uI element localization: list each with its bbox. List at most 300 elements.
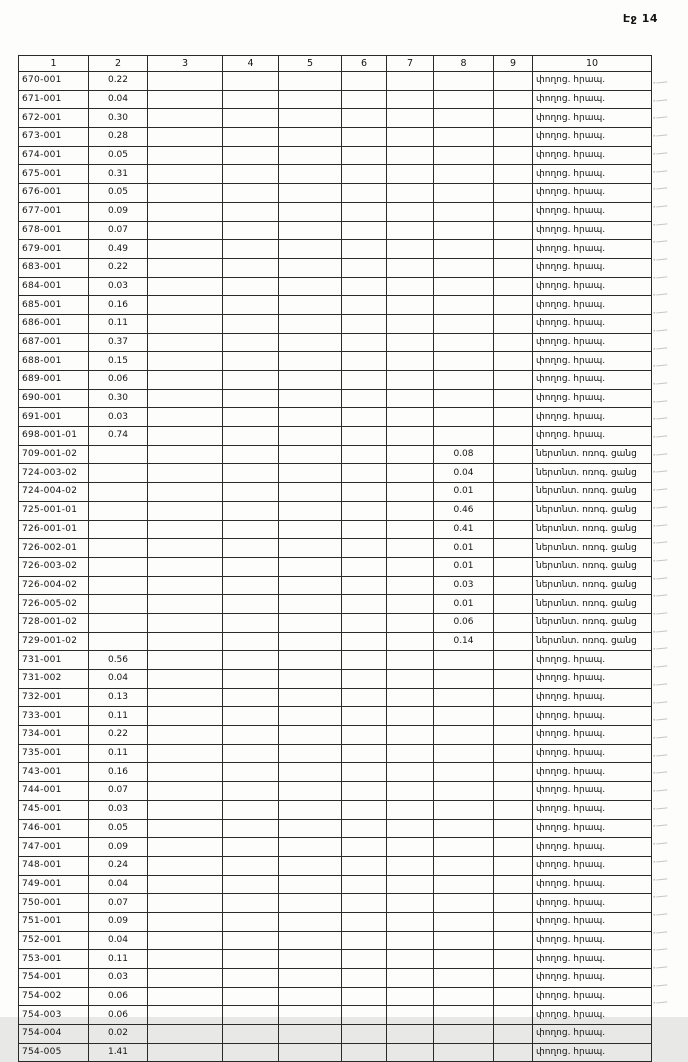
margin-annotation-mark	[656, 943, 668, 951]
cell-empty-col7	[387, 539, 434, 558]
cell-empty-col4	[223, 483, 279, 502]
cell-empty-col5	[279, 296, 342, 315]
cell-code: 729-001-02	[19, 632, 89, 651]
cell-empty-col7	[387, 1043, 434, 1062]
cell-value-col8	[434, 950, 494, 969]
cell-empty-col5	[279, 595, 342, 614]
cell-empty-col7	[387, 184, 434, 203]
page-number: Էջ 14	[622, 12, 658, 25]
table-row	[19, 333, 652, 352]
cell-empty-col4	[223, 408, 279, 427]
cell-empty-col5	[279, 202, 342, 221]
cell-value-col8	[434, 651, 494, 670]
cell-description: փողոց. հրապ.	[533, 875, 652, 894]
table-row	[19, 838, 652, 857]
cell-empty-col4	[223, 613, 279, 632]
column-header: 6	[342, 56, 387, 72]
cell-empty-col9	[494, 1006, 533, 1025]
table-row	[19, 707, 652, 726]
cell-empty-col9	[494, 240, 533, 259]
table-row	[19, 557, 652, 576]
cell-description: փողոց. հրապ.	[533, 240, 652, 259]
column-header: 1	[19, 56, 89, 72]
cell-empty-col6	[342, 389, 387, 408]
margin-annotation-mark	[656, 553, 668, 561]
cell-empty-col5	[279, 987, 342, 1006]
cell-value-col2: 0.07	[89, 221, 148, 240]
cell-empty-col4	[223, 146, 279, 165]
cell-empty-col6	[342, 184, 387, 203]
cell-empty-col4	[223, 744, 279, 763]
cell-empty-col9	[494, 202, 533, 221]
cell-empty-col6	[342, 371, 387, 390]
cell-empty-col4	[223, 520, 279, 539]
cell-code: 726-003-02	[19, 557, 89, 576]
cell-empty-col7	[387, 912, 434, 931]
cell-empty-col4	[223, 987, 279, 1006]
cell-empty-col7	[387, 950, 434, 969]
margin-annotation-mark	[656, 642, 668, 650]
cell-empty-col3	[148, 670, 223, 689]
cell-code: 754-003	[19, 1006, 89, 1025]
cell-empty-col6	[342, 557, 387, 576]
cell-empty-col4	[223, 352, 279, 371]
cell-empty-col5	[279, 371, 342, 390]
table-row	[19, 969, 652, 988]
cell-code: 683-001	[19, 258, 89, 277]
cell-description: փողոց. հրապ.	[533, 1025, 652, 1044]
cell-empty-col4	[223, 389, 279, 408]
cell-empty-col9	[494, 576, 533, 595]
cell-value-col8: 0.04	[434, 464, 494, 483]
cell-empty-col6	[342, 613, 387, 632]
cell-empty-col6	[342, 726, 387, 745]
cell-code: 690-001	[19, 389, 89, 408]
cell-empty-col5	[279, 782, 342, 801]
margin-annotation-mark	[656, 217, 668, 225]
cell-empty-col3	[148, 726, 223, 745]
table-row	[19, 726, 652, 745]
cell-code: 675-001	[19, 165, 89, 184]
cell-value-col2: 0.30	[89, 109, 148, 128]
margin-annotation-mark	[656, 536, 668, 544]
table-row	[19, 72, 652, 91]
cell-description: ներտնտ. ոռոգ. ցանց	[533, 464, 652, 483]
cell-description: փողոց. հրապ.	[533, 109, 652, 128]
cell-empty-col3	[148, 763, 223, 782]
cell-code: 724-003-02	[19, 464, 89, 483]
cell-value-col2: 0.24	[89, 856, 148, 875]
cell-empty-col5	[279, 72, 342, 91]
cell-value-col2	[89, 595, 148, 614]
cell-empty-col4	[223, 595, 279, 614]
cell-empty-col4	[223, 688, 279, 707]
cell-value-col2: 0.09	[89, 912, 148, 931]
cell-code: 671-001	[19, 90, 89, 109]
cell-empty-col3	[148, 90, 223, 109]
cell-empty-col7	[387, 501, 434, 520]
cell-description: փողոց. հրապ.	[533, 819, 652, 838]
cell-empty-col5	[279, 539, 342, 558]
cell-value-col2	[89, 632, 148, 651]
cell-empty-col3	[148, 109, 223, 128]
table-row	[19, 371, 652, 390]
cell-value-col8: 0.03	[434, 576, 494, 595]
cell-empty-col7	[387, 202, 434, 221]
cell-empty-col4	[223, 576, 279, 595]
cell-value-col2: 0.15	[89, 352, 148, 371]
cell-empty-col7	[387, 165, 434, 184]
cell-value-col8	[434, 782, 494, 801]
cell-description: ներտնտ. ոռոգ. ցանց	[533, 501, 652, 520]
cell-empty-col5	[279, 146, 342, 165]
cell-empty-col7	[387, 782, 434, 801]
cell-description: փողոց. հրապ.	[533, 371, 652, 390]
cell-value-col2	[89, 557, 148, 576]
cell-empty-col5	[279, 707, 342, 726]
cell-empty-col4	[223, 763, 279, 782]
cell-empty-col3	[148, 557, 223, 576]
column-header: 7	[387, 56, 434, 72]
cell-empty-col3	[148, 464, 223, 483]
cell-empty-col7	[387, 632, 434, 651]
cell-value-col2: 0.11	[89, 744, 148, 763]
cell-empty-col3	[148, 782, 223, 801]
cell-empty-col9	[494, 501, 533, 520]
cell-value-col8	[434, 1043, 494, 1062]
cell-value-col8	[434, 408, 494, 427]
cell-empty-col6	[342, 314, 387, 333]
cell-empty-col4	[223, 651, 279, 670]
cell-empty-col6	[342, 202, 387, 221]
cell-code: 674-001	[19, 146, 89, 165]
margin-annotation-mark	[656, 960, 668, 968]
cell-code: 725-001-01	[19, 501, 89, 520]
cell-value-col2: 0.03	[89, 800, 148, 819]
cell-empty-col3	[148, 613, 223, 632]
cell-empty-col9	[494, 165, 533, 184]
cell-empty-col6	[342, 1043, 387, 1062]
cell-value-col8	[434, 128, 494, 147]
cell-empty-col3	[148, 875, 223, 894]
table-row	[19, 688, 652, 707]
margin-annotation-mark	[656, 447, 668, 455]
cell-empty-col5	[279, 165, 342, 184]
cell-empty-col9	[494, 969, 533, 988]
cell-empty-col3	[148, 987, 223, 1006]
cell-empty-col3	[148, 950, 223, 969]
cell-empty-col7	[387, 651, 434, 670]
cell-empty-col7	[387, 856, 434, 875]
margin-annotation-mark	[656, 996, 668, 1004]
cell-empty-col6	[342, 1006, 387, 1025]
cell-empty-col6	[342, 838, 387, 857]
cell-empty-col6	[342, 221, 387, 240]
cell-empty-col9	[494, 277, 533, 296]
cell-description: փողոց. հրապ.	[533, 744, 652, 763]
margin-annotation-mark	[656, 235, 668, 243]
cell-description: փողոց. հրապ.	[533, 389, 652, 408]
table-row	[19, 427, 652, 446]
cell-empty-col3	[148, 856, 223, 875]
cell-description: փողոց. հրապ.	[533, 146, 652, 165]
cell-empty-col6	[342, 894, 387, 913]
cell-empty-col7	[387, 707, 434, 726]
cell-code: 754-002	[19, 987, 89, 1006]
table-row	[19, 651, 652, 670]
cell-empty-col7	[387, 90, 434, 109]
table-row	[19, 819, 652, 838]
cell-code: 732-001	[19, 688, 89, 707]
cell-empty-col7	[387, 72, 434, 91]
cell-code: 734-001	[19, 726, 89, 745]
cell-empty-col9	[494, 427, 533, 446]
cell-empty-col9	[494, 819, 533, 838]
cell-description: փողոց. հրապ.	[533, 800, 652, 819]
cell-code: 677-001	[19, 202, 89, 221]
cell-empty-col3	[148, 483, 223, 502]
cell-value-col8	[434, 333, 494, 352]
cell-description: փողոց. հրապ.	[533, 1006, 652, 1025]
cell-empty-col5	[279, 744, 342, 763]
cell-empty-col6	[342, 427, 387, 446]
table-row	[19, 464, 652, 483]
margin-annotation-mark	[656, 907, 668, 915]
cell-empty-col6	[342, 856, 387, 875]
cell-code: 685-001	[19, 296, 89, 315]
cell-empty-col3	[148, 931, 223, 950]
cell-value-col8	[434, 296, 494, 315]
cell-empty-col7	[387, 371, 434, 390]
cell-value-col8	[434, 202, 494, 221]
cell-empty-col3	[148, 800, 223, 819]
cell-code: 731-002	[19, 670, 89, 689]
cell-value-col2: 0.30	[89, 389, 148, 408]
cell-description: փողոց. հրապ.	[533, 352, 652, 371]
cell-value-col8	[434, 1006, 494, 1025]
table-row	[19, 539, 652, 558]
cell-value-col8	[434, 819, 494, 838]
cell-empty-col9	[494, 333, 533, 352]
cell-code: 735-001	[19, 744, 89, 763]
cell-description: փողոց. հրապ.	[533, 763, 652, 782]
cell-value-col8	[434, 277, 494, 296]
table-row	[19, 520, 652, 539]
margin-annotation-mark	[656, 341, 668, 349]
cell-code: 754-005	[19, 1043, 89, 1062]
cell-empty-col5	[279, 912, 342, 931]
cell-value-col2	[89, 613, 148, 632]
margin-annotation-mark	[656, 129, 668, 137]
cell-empty-col9	[494, 856, 533, 875]
margin-annotation-mark	[656, 483, 668, 491]
cell-value-col8	[434, 912, 494, 931]
cell-code: 726-001-01	[19, 520, 89, 539]
table-row	[19, 445, 652, 464]
cell-empty-col9	[494, 184, 533, 203]
table-row	[19, 501, 652, 520]
table-row	[19, 894, 652, 913]
margin-annotation-mark	[656, 412, 668, 420]
cell-empty-col9	[494, 539, 533, 558]
margin-annotation-mark	[656, 146, 668, 154]
cell-empty-col5	[279, 240, 342, 259]
margin-annotation-mark	[656, 660, 668, 668]
cell-empty-col4	[223, 557, 279, 576]
margin-annotation-mark	[656, 571, 668, 579]
cell-description: փողոց. հրապ.	[533, 894, 652, 913]
cell-code: 670-001	[19, 72, 89, 91]
margin-annotation-mark	[656, 589, 668, 597]
cell-value-col2: 0.56	[89, 651, 148, 670]
table-row	[19, 632, 652, 651]
cell-value-col8	[434, 352, 494, 371]
margin-annotation-mark	[656, 890, 668, 898]
cell-empty-col6	[342, 165, 387, 184]
cell-empty-col6	[342, 464, 387, 483]
cell-value-col2: 0.03	[89, 969, 148, 988]
table-row	[19, 1043, 652, 1062]
table-row	[19, 576, 652, 595]
cell-empty-col5	[279, 1025, 342, 1044]
cell-empty-col7	[387, 613, 434, 632]
table-row	[19, 128, 652, 147]
column-header: 3	[148, 56, 223, 72]
cell-description: ներտնտ. ոռոգ. ցանց	[533, 557, 652, 576]
cell-empty-col5	[279, 483, 342, 502]
cell-description: փողոց. հրապ.	[533, 969, 652, 988]
cell-empty-col4	[223, 184, 279, 203]
cell-description: ներտնտ. ոռոգ. ցանց	[533, 520, 652, 539]
cell-empty-col9	[494, 464, 533, 483]
cell-empty-col7	[387, 838, 434, 857]
cell-empty-col4	[223, 726, 279, 745]
cell-code: 672-001	[19, 109, 89, 128]
cell-description: փողոց. հրապ.	[533, 258, 652, 277]
cell-empty-col6	[342, 483, 387, 502]
table-row	[19, 314, 652, 333]
cell-value-col8	[434, 875, 494, 894]
cell-code: 684-001	[19, 277, 89, 296]
cell-empty-col9	[494, 782, 533, 801]
cell-empty-col7	[387, 726, 434, 745]
margin-annotation-mark	[656, 713, 668, 721]
cell-description: փողոց. հրապ.	[533, 202, 652, 221]
cell-value-col2: 0.06	[89, 987, 148, 1006]
cell-value-col8	[434, 221, 494, 240]
table-row	[19, 931, 652, 950]
cell-empty-col4	[223, 800, 279, 819]
cell-empty-col4	[223, 240, 279, 259]
cell-value-col2: 0.03	[89, 408, 148, 427]
cell-empty-col3	[148, 184, 223, 203]
header-row	[19, 56, 652, 72]
cell-value-col8: 0.01	[434, 595, 494, 614]
cell-empty-col7	[387, 763, 434, 782]
table-row	[19, 221, 652, 240]
cell-empty-col9	[494, 483, 533, 502]
cell-empty-col6	[342, 950, 387, 969]
cell-value-col2: 0.11	[89, 314, 148, 333]
cell-empty-col3	[148, 408, 223, 427]
cell-empty-col4	[223, 838, 279, 857]
margin-annotation-mark	[656, 925, 668, 933]
cell-empty-col9	[494, 520, 533, 539]
cell-value-col2: 0.04	[89, 931, 148, 950]
cell-empty-col3	[148, 688, 223, 707]
cell-code: 745-001	[19, 800, 89, 819]
cell-empty-col6	[342, 258, 387, 277]
cell-empty-col6	[342, 352, 387, 371]
cell-value-col8	[434, 371, 494, 390]
cell-empty-col3	[148, 427, 223, 446]
cell-empty-col3	[148, 314, 223, 333]
cell-empty-col3	[148, 744, 223, 763]
table-row	[19, 744, 652, 763]
cell-value-col8	[434, 427, 494, 446]
cell-empty-col4	[223, 371, 279, 390]
cell-value-col8	[434, 72, 494, 91]
cell-empty-col9	[494, 931, 533, 950]
cell-empty-col9	[494, 613, 533, 632]
cell-description: փողոց. հրապ.	[533, 651, 652, 670]
cell-empty-col6	[342, 707, 387, 726]
table-row	[19, 950, 652, 969]
cell-empty-col3	[148, 912, 223, 931]
cell-description: փողոց. հրապ.	[533, 333, 652, 352]
cell-empty-col5	[279, 333, 342, 352]
cell-code: 673-001	[19, 128, 89, 147]
table-row	[19, 258, 652, 277]
cell-empty-col5	[279, 969, 342, 988]
cell-empty-col6	[342, 240, 387, 259]
cell-empty-col7	[387, 464, 434, 483]
cell-empty-col5	[279, 184, 342, 203]
cell-description: ներտնտ. ոռոգ. ցանց	[533, 576, 652, 595]
cell-empty-col6	[342, 333, 387, 352]
cell-value-col8	[434, 763, 494, 782]
cell-value-col2	[89, 520, 148, 539]
table-row	[19, 912, 652, 931]
cell-code: 686-001	[19, 314, 89, 333]
cell-empty-col7	[387, 1006, 434, 1025]
table-row	[19, 483, 652, 502]
cell-empty-col5	[279, 931, 342, 950]
cell-empty-col3	[148, 1006, 223, 1025]
cell-empty-col5	[279, 408, 342, 427]
cell-empty-col5	[279, 90, 342, 109]
cell-value-col2	[89, 483, 148, 502]
cell-empty-col4	[223, 1043, 279, 1062]
cell-empty-col9	[494, 352, 533, 371]
cell-value-col2: 0.05	[89, 146, 148, 165]
cell-description: փողոց. հրապ.	[533, 314, 652, 333]
cell-empty-col6	[342, 819, 387, 838]
cell-empty-col3	[148, 277, 223, 296]
cell-empty-col3	[148, 296, 223, 315]
cell-empty-col5	[279, 520, 342, 539]
table-body	[19, 72, 652, 1062]
cell-empty-col3	[148, 576, 223, 595]
cell-value-col8: 0.06	[434, 613, 494, 632]
cell-value-col8: 0.41	[434, 520, 494, 539]
cell-empty-col3	[148, 72, 223, 91]
cell-value-col2	[89, 539, 148, 558]
margin-annotation-mark	[656, 677, 668, 685]
cell-empty-col3	[148, 969, 223, 988]
cell-empty-col9	[494, 1025, 533, 1044]
cell-value-col2: 0.05	[89, 819, 148, 838]
